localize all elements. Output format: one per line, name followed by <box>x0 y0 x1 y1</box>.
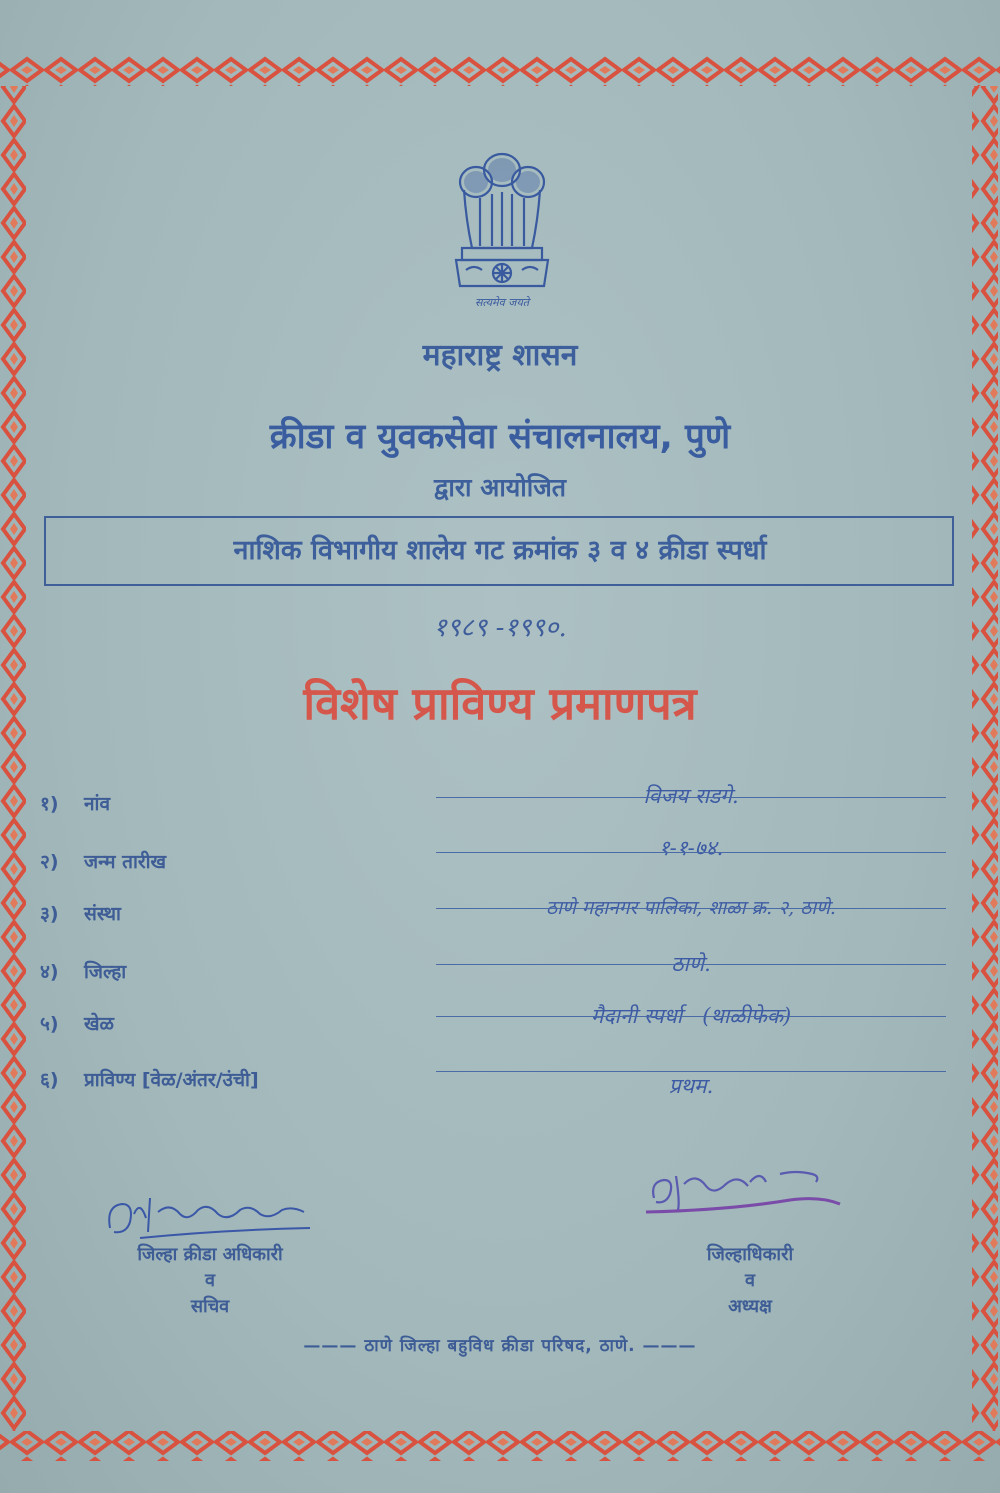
field-number: २) <box>40 851 59 873</box>
right-signatory-title: जिल्हाधिकारी <box>706 1244 794 1265</box>
fill-line <box>436 1016 946 1017</box>
competition-name: नाशिक विभागीय शालेय गट क्रमांक ३ व ४ क्रीडा स्पर्धा <box>233 535 767 566</box>
field-label: प्राविण्य [वेळ/अंतर/उंची] <box>84 1069 259 1091</box>
field-row-birthdate <box>40 848 166 874</box>
fill-line <box>436 797 946 798</box>
field-value-institution: ठाणे महानगर पालिका, शाळा क्र. २, ठाणे. <box>546 897 836 919</box>
field-number: १) <box>40 793 59 815</box>
right-signatory-and: व <box>744 1270 755 1291</box>
field-number: ५) <box>40 1013 59 1035</box>
field-row-name <box>40 790 110 816</box>
department-name: क्रीडा व युवकसेवा संचालनालय, पुणे <box>269 417 731 457</box>
footer-council-name: ——— ठाणे जिल्हा बहुविध क्रीडा परिषद, ठाणे. ——— <box>303 1336 697 1356</box>
signature-right <box>640 1162 860 1228</box>
left-signatory-title: जिल्हा क्रीडा अधिकारी <box>137 1244 283 1265</box>
organised-by: द्वारा आयोजित <box>433 473 567 502</box>
field-value-achievement: प्रथम. <box>668 1074 714 1098</box>
field-value-district: ठाणे. <box>671 952 711 976</box>
national-emblem-icon <box>436 140 568 318</box>
fill-line <box>436 908 946 909</box>
field-number: ६) <box>40 1069 59 1091</box>
field-value-sport: मैदानी स्पर्धा (थाळीफेक) <box>590 1004 792 1028</box>
field-label: खेळ <box>84 1013 114 1035</box>
certificate-title: विशेष प्राविण्य प्रमाणपत्र <box>303 677 697 730</box>
field-row-district <box>40 958 126 984</box>
field-label: जन्म तारीख <box>84 851 167 873</box>
left-signatory-and: व <box>204 1270 215 1291</box>
field-number: ३) <box>40 903 59 925</box>
left-signatory-role: सचिव <box>190 1296 230 1317</box>
fill-line <box>436 1071 946 1072</box>
fill-line <box>436 964 946 965</box>
right-signatory-role: अध्यक्ष <box>728 1296 772 1317</box>
field-row-achievement <box>40 1066 259 1092</box>
field-row-institution <box>40 900 121 926</box>
field-value-birthdate: १-१-७४. <box>658 836 724 860</box>
field-row-sport <box>40 1010 114 1036</box>
fill-line <box>436 852 946 853</box>
signature-left <box>100 1188 320 1248</box>
field-number: ४) <box>40 961 59 983</box>
field-value-name: विजय राडगे. <box>643 784 739 808</box>
field-label: नांव <box>84 793 111 815</box>
emblem-motto: सत्यमेव जयते <box>474 296 530 309</box>
government-name: महाराष्ट्र शासन <box>422 338 578 373</box>
field-label: संस्था <box>84 903 121 925</box>
field-label: जिल्हा <box>84 961 127 983</box>
competition-year: १९८९ -१९९०. <box>433 613 567 643</box>
